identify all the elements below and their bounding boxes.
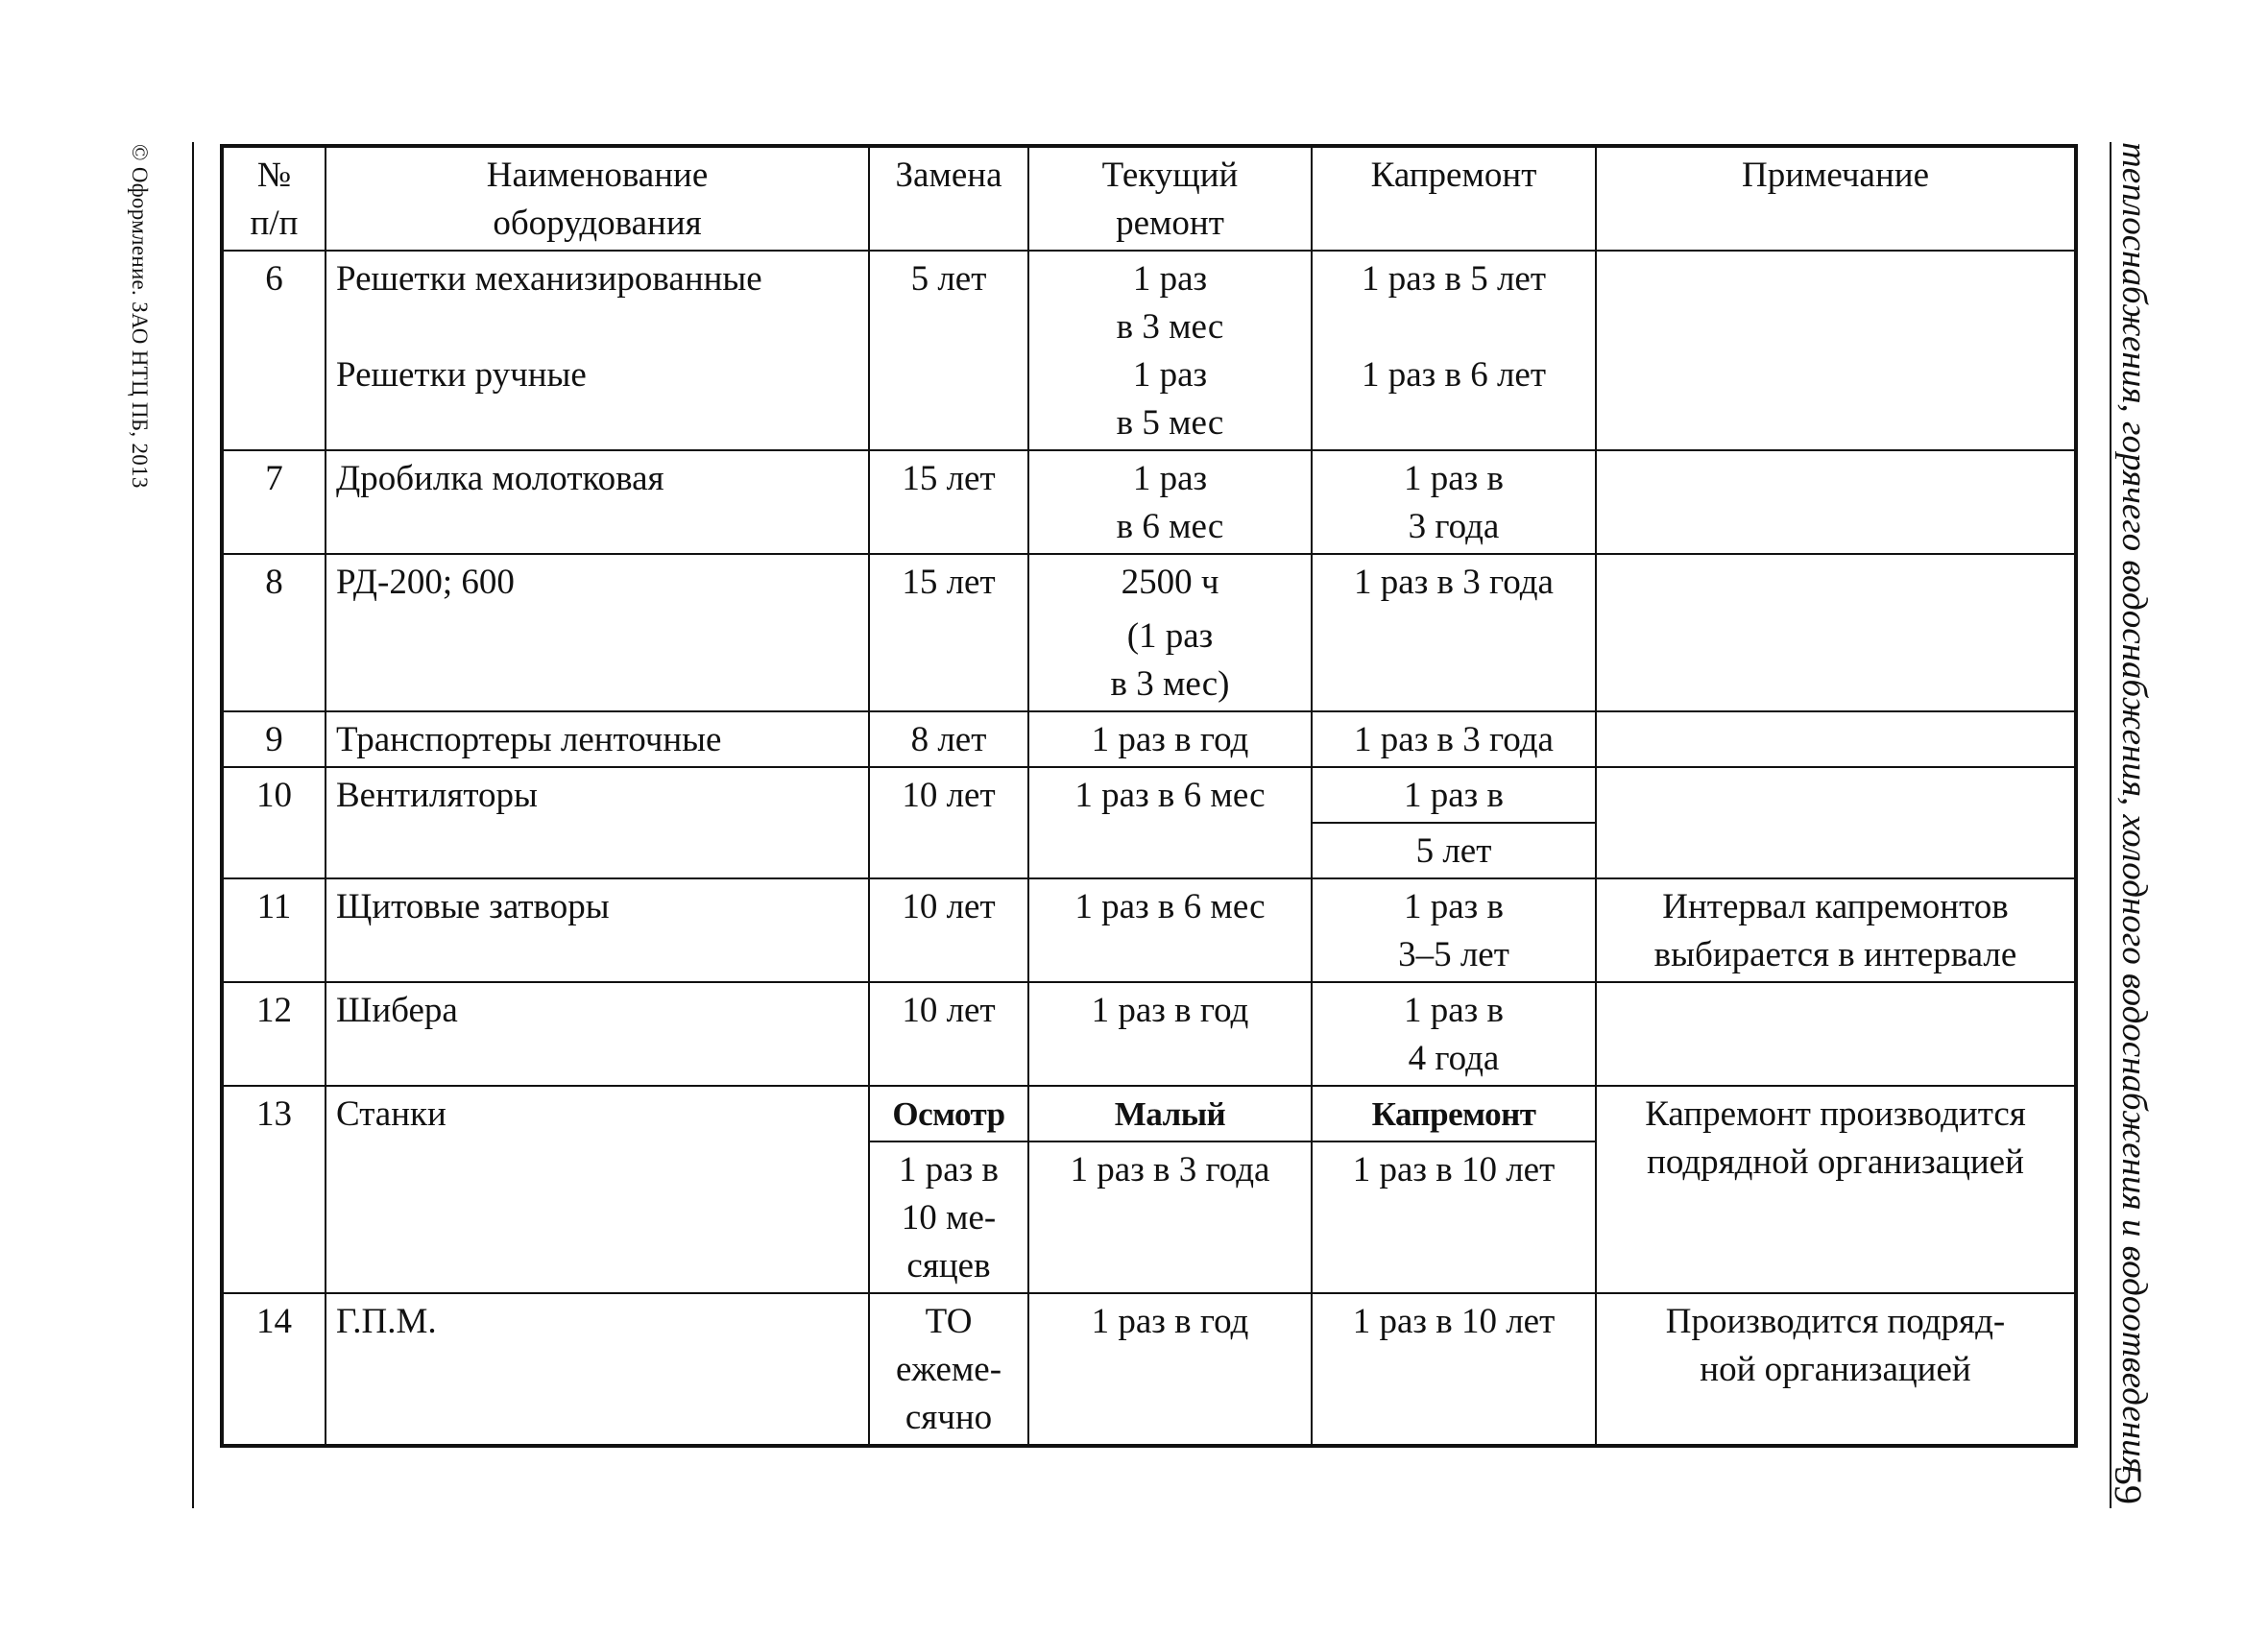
row-name: Г.П.М. bbox=[326, 1293, 869, 1446]
row-current: 1 раз в год bbox=[1028, 711, 1312, 767]
left-margin-rule bbox=[192, 142, 194, 1508]
row-note: Капремонт производится подрядной организацией bbox=[1596, 1086, 2076, 1293]
row-num: 9 bbox=[222, 711, 326, 767]
row-overhaul: 1 раз в 10 лет bbox=[1312, 1293, 1596, 1446]
row-current: 1 раз в 6 мес bbox=[1028, 450, 1312, 554]
table-row bbox=[222, 1293, 2076, 1446]
row-overhaul: 1 раз в 3 года bbox=[1312, 450, 1596, 554]
row-replace: 1 раз в 10 ме- сяцев bbox=[869, 1141, 1028, 1293]
row-name: Шибера bbox=[326, 982, 869, 1086]
row-note: Производится подряд- ной организацией bbox=[1596, 1293, 2076, 1446]
row-note bbox=[1596, 982, 2076, 1086]
header-replace: Замена bbox=[869, 146, 1028, 251]
row-replace: 5 лет bbox=[869, 251, 1028, 450]
header-name: Наименование оборудования bbox=[326, 146, 869, 251]
row-note bbox=[1596, 554, 2076, 711]
row-name: Решетки механизированные Решетки ручные bbox=[326, 251, 869, 450]
row-current: 1 раз в год bbox=[1028, 1293, 1312, 1446]
header-row bbox=[222, 146, 2076, 251]
row-replace: ТО ежеме- сячно bbox=[869, 1293, 1028, 1446]
row-note bbox=[1596, 450, 2076, 554]
row-name: Станки bbox=[326, 1086, 869, 1293]
row-note: Интервал капремонтов выбирается в интервале bbox=[1596, 878, 2076, 982]
page-number: 59 bbox=[2107, 1466, 2150, 1504]
header-num: № п/п bbox=[222, 146, 326, 251]
row-current: 1 раз в год bbox=[1028, 982, 1312, 1086]
row-num: 12 bbox=[222, 982, 326, 1086]
subheader-inspection: Осмотр bbox=[869, 1086, 1028, 1141]
copyright-note: © Оформление. ЗАО НТЦ ПБ, 2013 bbox=[128, 144, 152, 489]
table-row bbox=[222, 982, 2076, 1086]
row-overhaul-sub: 5 лет bbox=[1312, 823, 1596, 878]
table-row bbox=[222, 450, 2076, 554]
row-current: 1 раз в 3 года bbox=[1028, 1141, 1312, 1293]
table-row bbox=[222, 711, 2076, 767]
row-num: 8 bbox=[222, 554, 326, 711]
row-note bbox=[1596, 251, 2076, 450]
row-name: Вентиляторы bbox=[326, 767, 869, 878]
row-name: РД-200; 600 bbox=[326, 554, 869, 711]
maintenance-table bbox=[220, 144, 2078, 1448]
row-name: Дробилка молотковая bbox=[326, 450, 869, 554]
row-overhaul: 1 раз в 3 года bbox=[1312, 554, 1596, 711]
row-num: 6 bbox=[222, 251, 326, 450]
row-current: 1 раз в 6 мес bbox=[1028, 767, 1312, 878]
row-overhaul: 1 раз в 4 года bbox=[1312, 982, 1596, 1086]
right-margin-rule bbox=[2110, 142, 2111, 1508]
row-replace: 15 лет bbox=[869, 554, 1028, 711]
row-note bbox=[1596, 711, 2076, 767]
row-overhaul: 1 раз в bbox=[1312, 767, 1596, 823]
row-replace: 10 лет bbox=[869, 982, 1028, 1086]
row-overhaul: 1 раз в 3 года bbox=[1312, 711, 1596, 767]
row-overhaul: 1 раз в 5 лет 1 раз в 6 лет bbox=[1312, 251, 1596, 450]
row-replace: 10 лет bbox=[869, 878, 1028, 982]
running-title: теплоснабжения, горячего водоснабжения, холодного водоснабжения и водоотведения bbox=[2114, 142, 2154, 1474]
table-row bbox=[222, 878, 2076, 982]
row-replace: 15 лет bbox=[869, 450, 1028, 554]
table-row bbox=[222, 251, 2076, 450]
row-num: 13 bbox=[222, 1086, 326, 1293]
subheader-overhaul: Капремонт bbox=[1312, 1086, 1596, 1141]
row-name: Щитовые затворы bbox=[326, 878, 869, 982]
header-note: Примечание bbox=[1596, 146, 2076, 251]
row-name: Транспортеры ленточные bbox=[326, 711, 869, 767]
header-overhaul: Капремонт bbox=[1312, 146, 1596, 251]
row-current: 1 раз в 6 мес bbox=[1028, 878, 1312, 982]
row-num: 11 bbox=[222, 878, 326, 982]
row-overhaul: 1 раз в 10 лет bbox=[1312, 1141, 1596, 1293]
row-num: 14 bbox=[222, 1293, 326, 1446]
header-current-repair: Текущий ремонт bbox=[1028, 146, 1312, 251]
row-replace: 8 лет bbox=[869, 711, 1028, 767]
table-row bbox=[222, 1086, 2076, 1141]
row-num: 10 bbox=[222, 767, 326, 878]
row-replace: 10 лет bbox=[869, 767, 1028, 878]
row-note bbox=[1596, 767, 2076, 878]
row-current: 1 раз в 3 мес 1 раз в 5 мес bbox=[1028, 251, 1312, 450]
row-current: 2500 ч (1 раз в 3 мес) bbox=[1028, 554, 1312, 711]
table-row bbox=[222, 767, 2076, 823]
row-overhaul: 1 раз в 3–5 лет bbox=[1312, 878, 1596, 982]
subheader-minor: Малый bbox=[1028, 1086, 1312, 1141]
table-row bbox=[222, 554, 2076, 711]
row-num: 7 bbox=[222, 450, 326, 554]
